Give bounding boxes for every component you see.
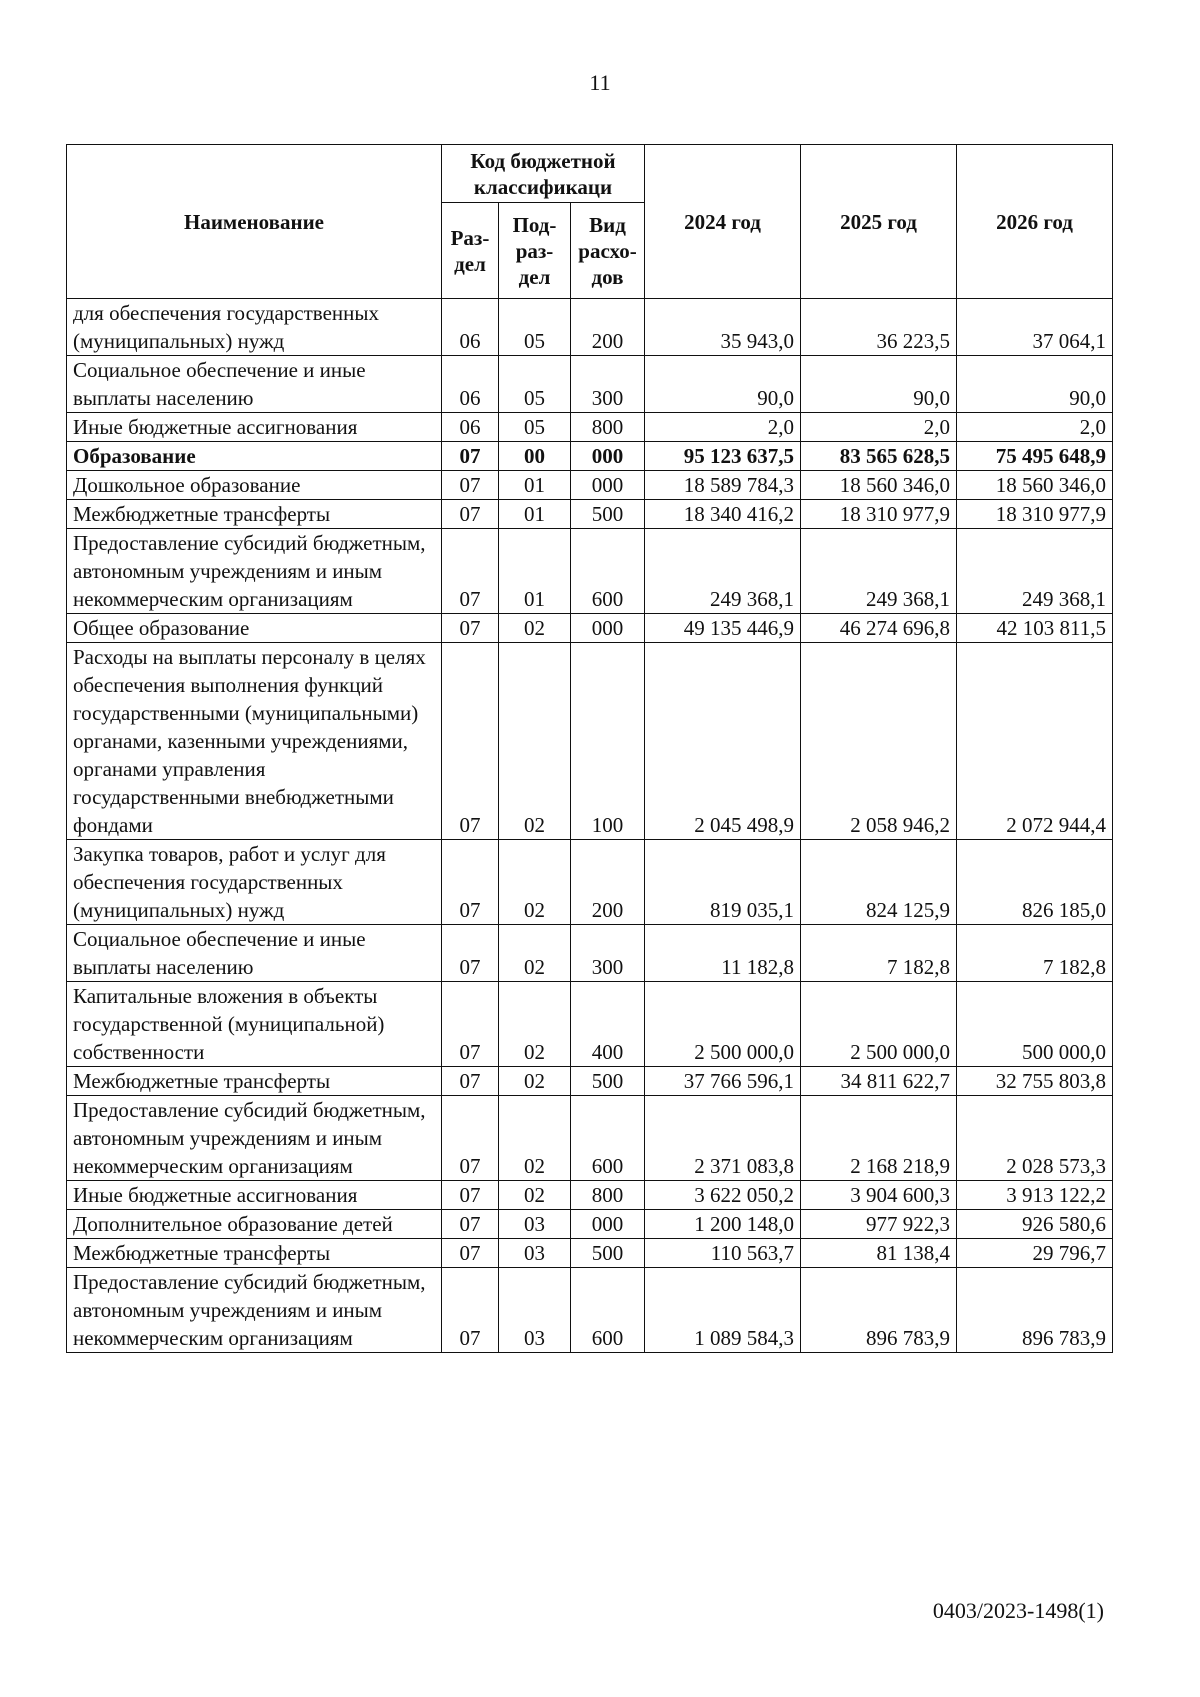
row-value-2025: 7 182,8	[801, 925, 957, 982]
row-expense-type: 500	[571, 1067, 645, 1096]
row-value-2024: 2,0	[645, 413, 801, 442]
row-subsection: 05	[499, 299, 571, 356]
row-value-2026: 2 028 573,3	[957, 1096, 1113, 1181]
row-value-2026: 18 560 346,0	[957, 471, 1113, 500]
row-section: 07	[442, 1096, 499, 1181]
row-value-2025: 249 368,1	[801, 529, 957, 614]
table-row	[67, 982, 1113, 1067]
row-value-2026: 18 310 977,9	[957, 500, 1113, 529]
table-row	[67, 442, 1113, 471]
table-row	[67, 614, 1113, 643]
row-value-2026: 2 072 944,4	[957, 643, 1113, 840]
row-subsection: 01	[499, 529, 571, 614]
row-value-2024: 2 500 000,0	[645, 982, 801, 1067]
row-value-2025: 18 310 977,9	[801, 500, 957, 529]
table-row	[67, 840, 1113, 925]
row-value-2026: 500 000,0	[957, 982, 1113, 1067]
row-section: 07	[442, 1210, 499, 1239]
row-subsection: 02	[499, 840, 571, 925]
row-value-2024: 1 200 148,0	[645, 1210, 801, 1239]
row-value-2025: 18 560 346,0	[801, 471, 957, 500]
row-expense-type: 100	[571, 643, 645, 840]
header-expense-type: Вид расхо-дов	[571, 203, 645, 299]
row-section: 07	[442, 529, 499, 614]
table-row	[67, 471, 1113, 500]
row-value-2026: 42 103 811,5	[957, 614, 1113, 643]
row-section: 07	[442, 1067, 499, 1096]
row-value-2026: 3 913 122,2	[957, 1181, 1113, 1210]
row-expense-type: 800	[571, 413, 645, 442]
row-subsection: 02	[499, 643, 571, 840]
row-value-2024: 90,0	[645, 356, 801, 413]
row-value-2025: 90,0	[801, 356, 957, 413]
row-subsection: 03	[499, 1239, 571, 1268]
row-expense-type: 600	[571, 1096, 645, 1181]
row-value-2026: 2,0	[957, 413, 1113, 442]
row-value-2026: 90,0	[957, 356, 1113, 413]
row-value-2024: 2 045 498,9	[645, 643, 801, 840]
row-value-2024: 249 368,1	[645, 529, 801, 614]
row-subsection: 02	[499, 1096, 571, 1181]
row-value-2026: 75 495 648,9	[957, 442, 1113, 471]
row-expense-type: 300	[571, 925, 645, 982]
row-name: Капитальные вложения в объекты государственной (муниципальной) собственности	[67, 982, 442, 1067]
header-name: Наименование	[67, 145, 442, 299]
row-section: 07	[442, 1181, 499, 1210]
page-number: 11	[589, 70, 611, 95]
row-value-2025: 46 274 696,8	[801, 614, 957, 643]
row-value-2026: 826 185,0	[957, 840, 1113, 925]
row-subsection: 02	[499, 925, 571, 982]
row-value-2024: 18 340 416,2	[645, 500, 801, 529]
row-name: Иные бюджетные ассигнования	[67, 1181, 442, 1210]
row-value-2025: 896 783,9	[801, 1268, 957, 1353]
row-subsection: 05	[499, 413, 571, 442]
row-subsection: 03	[499, 1268, 571, 1353]
table-row	[67, 500, 1113, 529]
row-name: Предоставление субсидий бюджетным, автономным учреждениям и иным некоммерческим организациям	[67, 1096, 442, 1181]
row-value-2026: 7 182,8	[957, 925, 1113, 982]
row-value-2024: 1 089 584,3	[645, 1268, 801, 1353]
row-name: Расходы на выплаты персоналу в целях обеспечения выполнения функций государственными (муниципальными) органами, казенными учреждениями, органами управления государственными внебюджетными фондами	[67, 643, 442, 840]
row-section: 07	[442, 925, 499, 982]
row-section: 06	[442, 413, 499, 442]
row-subsection: 03	[499, 1210, 571, 1239]
row-value-2025: 36 223,5	[801, 299, 957, 356]
row-value-2026: 32 755 803,8	[957, 1067, 1113, 1096]
row-value-2025: 34 811 622,7	[801, 1067, 957, 1096]
row-section: 06	[442, 299, 499, 356]
row-name: Дополнительное образование детей	[67, 1210, 442, 1239]
row-name: Межбюджетные трансферты	[67, 1239, 442, 1268]
table-body	[67, 299, 1113, 1353]
row-value-2026: 896 783,9	[957, 1268, 1113, 1353]
row-name: Социальное обеспечение и иные выплаты населению	[67, 356, 442, 413]
row-section: 07	[442, 614, 499, 643]
row-expense-type: 200	[571, 840, 645, 925]
row-value-2024: 11 182,8	[645, 925, 801, 982]
row-subsection: 02	[499, 982, 571, 1067]
row-value-2024: 35 943,0	[645, 299, 801, 356]
row-name: Закупка товаров, работ и услуг для обеспечения государственных (муниципальных) нужд	[67, 840, 442, 925]
row-value-2026: 29 796,7	[957, 1239, 1113, 1268]
row-expense-type: 400	[571, 982, 645, 1067]
header-year-2025: 2025 год	[801, 145, 957, 299]
row-name: Иные бюджетные ассигнования	[67, 413, 442, 442]
row-value-2025: 824 125,9	[801, 840, 957, 925]
header-year-2026: 2026 год	[957, 145, 1113, 299]
table-row	[67, 356, 1113, 413]
table-row	[67, 529, 1113, 614]
row-section: 07	[442, 1239, 499, 1268]
row-expense-type: 500	[571, 1239, 645, 1268]
table-row	[67, 1239, 1113, 1268]
row-name: Общее образование	[67, 614, 442, 643]
row-name: Межбюджетные трансферты	[67, 500, 442, 529]
row-name: Дошкольное образование	[67, 471, 442, 500]
row-value-2026: 926 580,6	[957, 1210, 1113, 1239]
document-code: 0403/2023-1498(1)	[932, 1598, 1104, 1623]
row-name: Предоставление субсидий бюджетным, автономным учреждениям и иным некоммерческим организациям	[67, 529, 442, 614]
row-expense-type: 200	[571, 299, 645, 356]
row-value-2024: 49 135 446,9	[645, 614, 801, 643]
row-subsection: 02	[499, 1181, 571, 1210]
row-expense-type: 500	[571, 500, 645, 529]
row-value-2024: 18 589 784,3	[645, 471, 801, 500]
row-value-2025: 2,0	[801, 413, 957, 442]
row-value-2024: 37 766 596,1	[645, 1067, 801, 1096]
row-section: 06	[442, 356, 499, 413]
row-expense-type: 600	[571, 1268, 645, 1353]
row-expense-type: 300	[571, 356, 645, 413]
row-value-2024: 110 563,7	[645, 1239, 801, 1268]
row-name: Межбюджетные трансферты	[67, 1067, 442, 1096]
row-subsection: 01	[499, 471, 571, 500]
row-value-2024: 3 622 050,2	[645, 1181, 801, 1210]
row-subsection: 00	[499, 442, 571, 471]
row-value-2025: 83 565 628,5	[801, 442, 957, 471]
row-subsection: 05	[499, 356, 571, 413]
table-row	[67, 1181, 1113, 1210]
budget-table	[66, 144, 1113, 1353]
row-value-2026: 249 368,1	[957, 529, 1113, 614]
header-code-group: Код бюджетной классификаци	[442, 145, 645, 203]
row-expense-type: 000	[571, 442, 645, 471]
header-subsection: Под-раз-дел	[499, 203, 571, 299]
row-value-2025: 81 138,4	[801, 1239, 957, 1268]
row-section: 07	[442, 643, 499, 840]
row-expense-type: 000	[571, 614, 645, 643]
row-value-2024: 2 371 083,8	[645, 1096, 801, 1181]
row-name: Образование	[67, 442, 442, 471]
row-value-2025: 2 168 218,9	[801, 1096, 957, 1181]
row-section: 07	[442, 1268, 499, 1353]
table-row	[67, 1096, 1113, 1181]
table-row	[67, 1067, 1113, 1096]
row-section: 07	[442, 982, 499, 1067]
table-row	[67, 1268, 1113, 1353]
row-name: для обеспечения государственных (муниципальных) нужд	[67, 299, 442, 356]
row-value-2024: 95 123 637,5	[645, 442, 801, 471]
table-row	[67, 925, 1113, 982]
row-value-2025: 2 058 946,2	[801, 643, 957, 840]
row-expense-type: 600	[571, 529, 645, 614]
row-value-2024: 819 035,1	[645, 840, 801, 925]
table-header	[67, 145, 1113, 299]
row-section: 07	[442, 840, 499, 925]
row-expense-type: 000	[571, 471, 645, 500]
table-row	[67, 299, 1113, 356]
row-expense-type: 800	[571, 1181, 645, 1210]
table-row	[67, 1210, 1113, 1239]
header-section: Раз-дел	[442, 203, 499, 299]
table-row	[67, 413, 1113, 442]
row-value-2026: 37 064,1	[957, 299, 1113, 356]
row-subsection: 02	[499, 614, 571, 643]
header-year-2024: 2024 год	[645, 145, 801, 299]
row-section: 07	[442, 442, 499, 471]
row-name: Социальное обеспечение и иные выплаты населению	[67, 925, 442, 982]
row-value-2025: 977 922,3	[801, 1210, 957, 1239]
row-name: Предоставление субсидий бюджетным, автономным учреждениям и иным некоммерческим организациям	[67, 1268, 442, 1353]
row-section: 07	[442, 471, 499, 500]
table-row	[67, 643, 1113, 840]
row-value-2025: 2 500 000,0	[801, 982, 957, 1067]
row-subsection: 02	[499, 1067, 571, 1096]
row-section: 07	[442, 500, 499, 529]
row-subsection: 01	[499, 500, 571, 529]
row-expense-type: 000	[571, 1210, 645, 1239]
row-value-2025: 3 904 600,3	[801, 1181, 957, 1210]
